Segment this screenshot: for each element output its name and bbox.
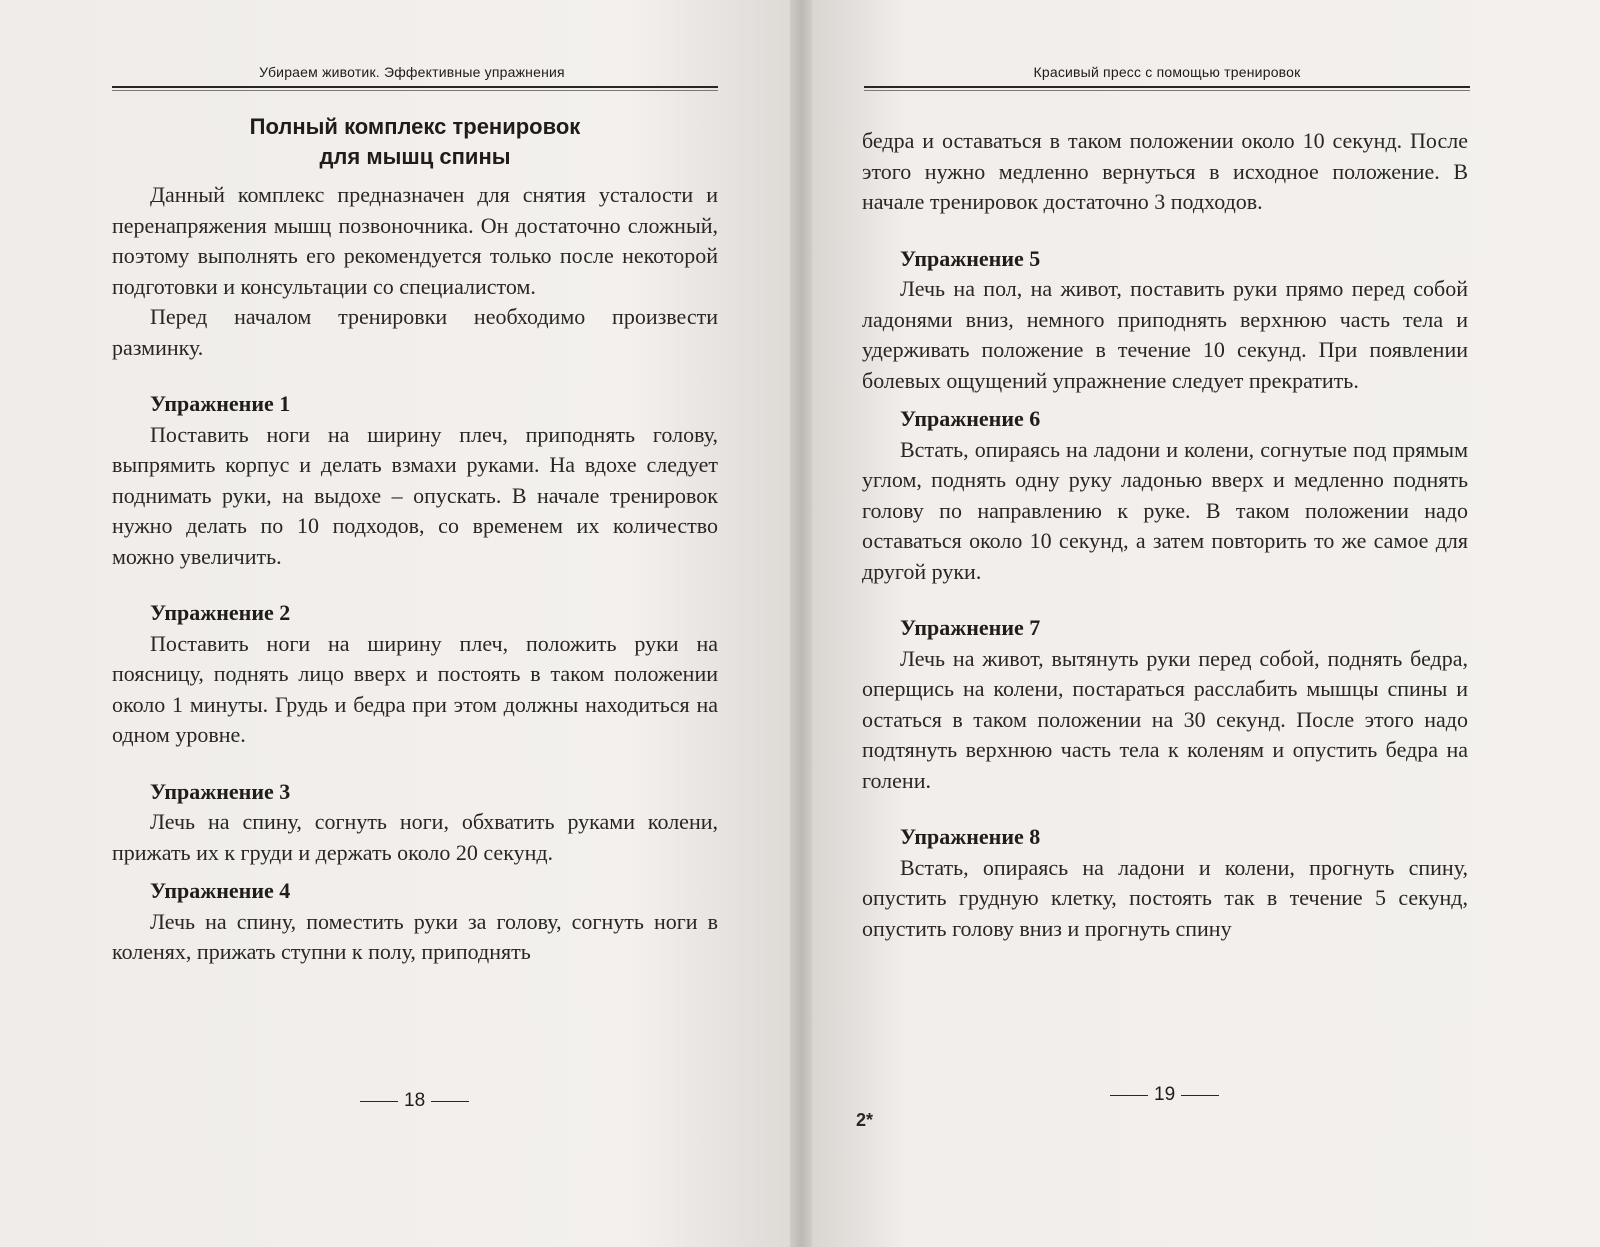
intro-paragraph-1: Данный комплекс предназначен для снятия усталости и перенапряжения мышц позвоночника. Он достаточно сложный, поэтому выполнять его рекомендуется только после некоторой подготовки и консультации со специалистом. [112,182,718,299]
page-number-18: 18 [404,1090,426,1111]
exercise-4-heading: Упражнение 4 [150,878,291,903]
running-head-left: Убираем животик. Эффективные упражнения [259,64,565,80]
exercise-3-text: Лечь на спину, согнуть ноги, обхватить руками колени, прижать их к груди и держать около 20 секунд. [112,809,718,865]
page-number-left [360,1090,469,1112]
section-title-line1: Полный комплекс тренировок [249,114,581,139]
exercise-6-heading: Упражнение 6 [900,406,1041,431]
head-rule-left [112,86,718,88]
section-title-line2: для мышц спины [319,144,511,169]
folio-dash [431,1101,469,1102]
folio-dash [360,1101,398,1102]
exercise-1-heading: Упражнение 1 [150,391,291,416]
signature-mark: 2* [856,1110,874,1130]
book-gutter [790,0,812,1247]
exercise-7-text: Лечь на живот, вытянуть руки перед собой, поднять бедра, оперщись на колени, постараться расслабить мышцы спины и остаться в таком положении на 30 секунд. После этого надо подтянуть верхнюю часть тела к коленям и опустить бедра на голени. [862,645,1468,793]
exercise-7-heading: Упражнение 7 [900,615,1041,640]
folio-dash [1110,1095,1148,1096]
page-number-19: 19 [1154,1084,1176,1105]
exercise-4-text: Лечь на спину, поместить руки за голову, согнуть ноги в коленях, прижать ступни к полу, приподнять [112,908,718,964]
continuation-paragraph: бедра и оставаться в таком положении около 10 секунд. После этого нужно медленно вернуться в исходное положение. В начале тренировок достаточно 3 подходов. [862,128,1468,214]
intro-paragraph-2: Перед началом тренировки необходимо произвести разминку. [112,304,718,360]
section-title [112,112,718,172]
exercise-2-heading: Упражнение 2 [150,600,291,625]
head-rule-thin-right [864,90,1470,91]
right-page [812,0,1600,1247]
right-text-block [862,126,1468,944]
exercise-2-text: Поставить ноги на ширину плеч, положить руки на поясницу, поднять лицо вверх и постоять в таком положении около 1 минуты. Грудь и бедра при этом должны находиться на одном уровне. [112,630,718,747]
head-rule-thin-left [112,90,718,91]
page-number-right [1110,1084,1219,1106]
exercise-8-heading: Упражнение 8 [900,824,1041,849]
head-rule-right [864,86,1470,88]
exercise-3-heading: Упражнение 3 [150,778,291,804]
exercise-5-heading: Упражнение 5 [900,245,1041,271]
exercise-1-text: Поставить ноги на ширину плеч, приподнять голову, выпрямить корпус и делать взмахи руками. На вдохе следует поднимать руки, на выдохе – опускать. В начале тренировок нужно делать по 10 подходов, со временем их количество можно увеличить. [112,421,718,569]
left-text-block [112,112,718,968]
exercise-5-text: Лечь на пол, на живот, поставить руки прямо перед собой ладонями вниз, немного приподнять верхнюю часть тела и удерживать положение в течение 10 секунд. При появлении болевых ощущений упражнение следует прекратить. [862,276,1468,393]
left-page [0,0,790,1247]
exercise-6-text: Встать, опираясь на ладони и колени, согнутые под прямым углом, поднять одну руку ладонью вверх и медленно поднять голову по направлению к руке. В таком положении надо оставаться около 10 секунд, а затем повторить то же самое для другой руки. [862,436,1468,584]
running-head-right: Красивый пресс с помощью тренировок [1033,64,1301,80]
exercise-8-text: Встать, опираясь на ладони и колени, прогнуть спину, опустить грудную клетку, постоять так в течение 5 секунд, опустить голову вниз и прогнуть спину [862,854,1468,941]
folio-dash [1181,1095,1219,1096]
